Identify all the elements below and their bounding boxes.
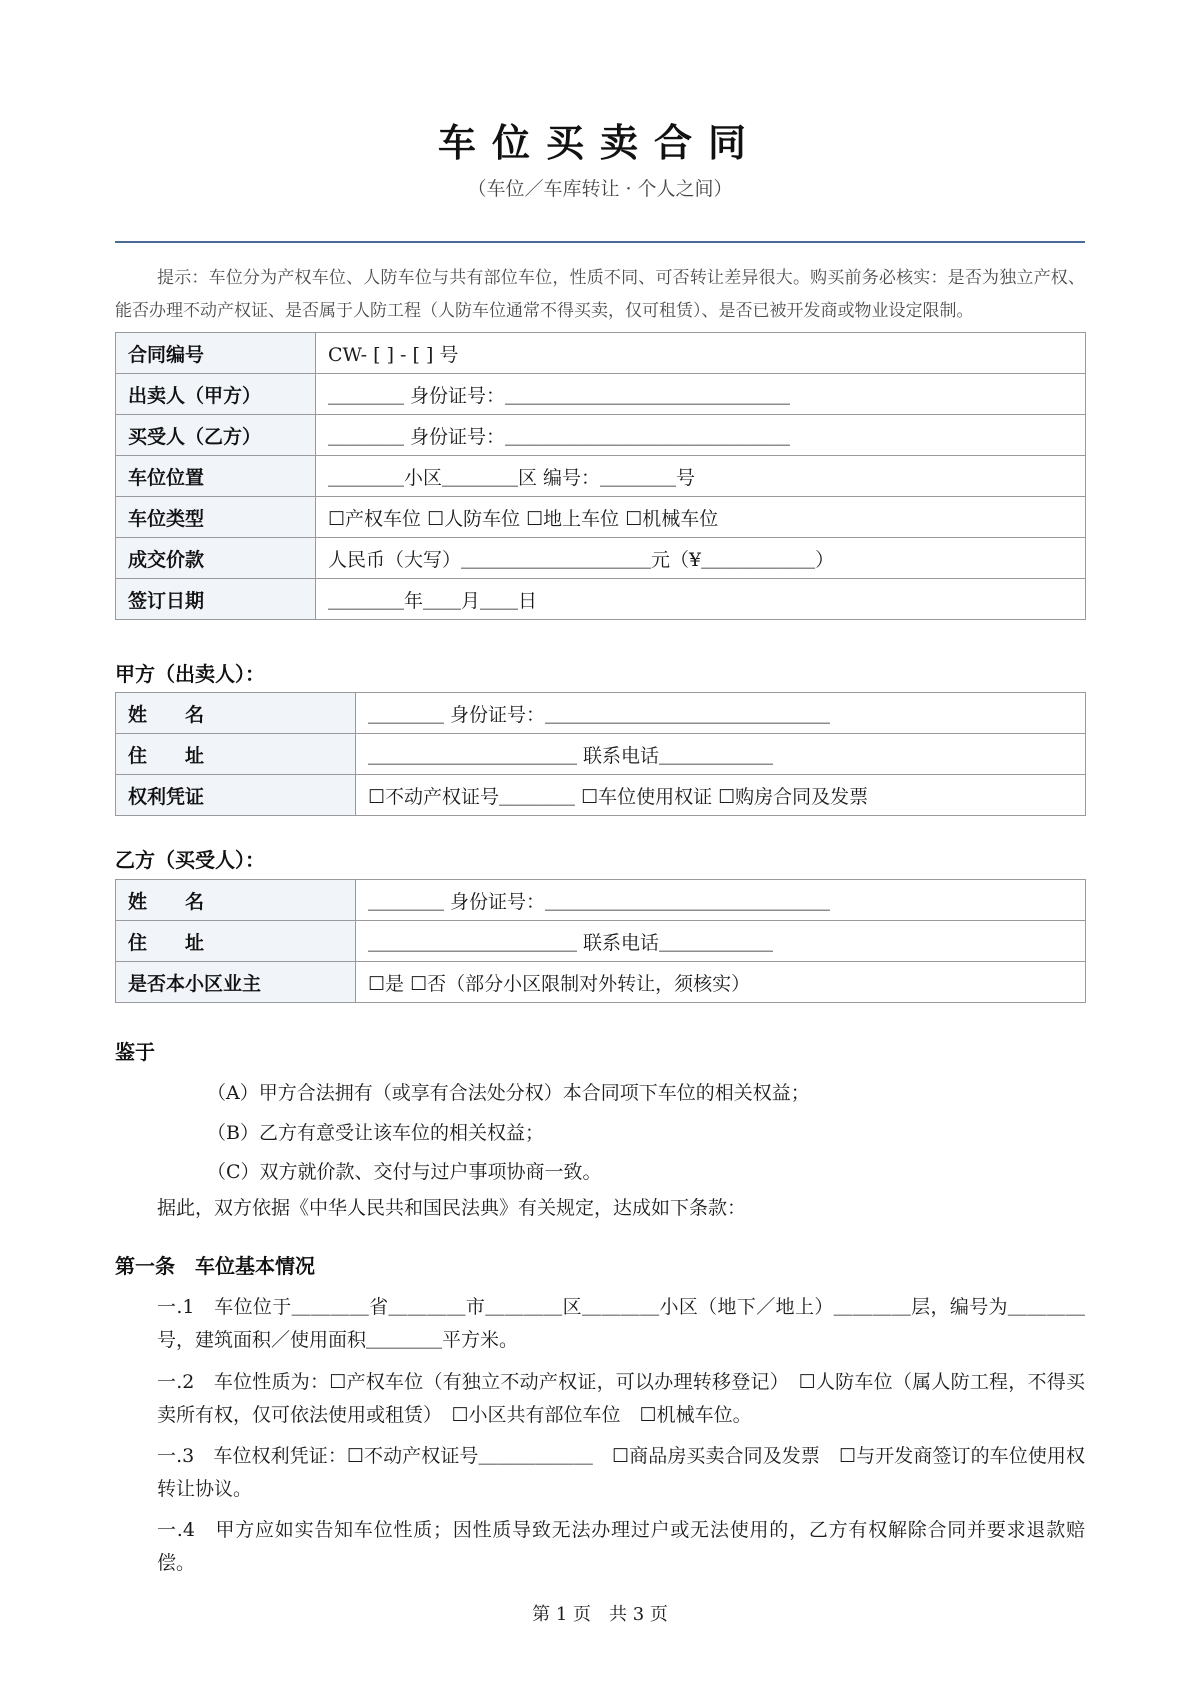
party-b-address-field[interactable]: ＿＿＿＿＿＿＿＿＿＿＿ 联系电话＿＿＿＿＿＿ [356, 921, 1086, 962]
party-a-title-deed-field[interactable]: ☐不动产权证号＿＿＿＿ ☐车位使用权证 ☐购房合同及发票 [356, 775, 1086, 816]
table-row [116, 775, 1086, 816]
table-row [116, 579, 1086, 620]
party-b-name-field[interactable]: ＿＿＿＿ 身份证号：＿＿＿＿＿＿＿＿＿＿＿＿＿＿＿ [356, 880, 1086, 921]
clause-1-2: 一.2 车位性质为：☐产权车位（有独立不动产权证，可以办理转移登记） ☐人防车位（属人防工程，不得买卖所有权，仅可依法使用或租赁） ☐小区共有部位车位 ☐机械车位。 [157, 1371, 1085, 1426]
contract-number-field[interactable]: CW- [ ] - [ ] 号 [316, 333, 1086, 374]
clause-1-1: 一.1 车位位于＿＿＿＿省＿＿＿＿市＿＿＿＿区＿＿＿＿小区（地下／地上）＿＿＿＿层，编号为＿＿＿＿号，建筑面积／使用面积＿＿＿＿平方米。 [157, 1296, 1085, 1351]
party-a-address-label: 住 址 [116, 734, 356, 775]
table-row [116, 333, 1086, 374]
party-b-owner-field[interactable]: ☐是 ☐否（部分小区限制对外转让，须核实） [356, 962, 1086, 1003]
table-row [116, 415, 1086, 456]
party-b-address-label: 住 址 [116, 921, 356, 962]
type-checkboxes[interactable]: ☐产权车位 ☐人防车位 ☐地上车位 ☐机械车位 [316, 497, 1086, 538]
party-a-name-label: 姓 名 [116, 693, 356, 734]
document-subtitle: （车位／车库转让 · 个人之间） [467, 178, 733, 200]
page-footer: 第 1 页 共 3 页 [532, 1604, 668, 1625]
party-b-owner-label: 是否本小区业主 [116, 962, 356, 1003]
table-row [116, 880, 1086, 921]
seller-label: 出卖人（甲方） [116, 374, 316, 415]
recital-b: （B）乙方有意受让该车位的相关权益； [207, 1122, 544, 1144]
party-a-address-field[interactable]: ＿＿＿＿＿＿＿＿＿＿＿ 联系电话＿＿＿＿＿＿ [356, 734, 1086, 775]
party-a-table [115, 692, 1086, 816]
contract-number-label: 合同编号 [116, 333, 316, 374]
buyer-label: 买受人（乙方） [116, 415, 316, 456]
table-row [116, 538, 1086, 579]
location-label: 车位位置 [116, 456, 316, 497]
buyer-field[interactable]: ＿＿＿＿ 身份证号：＿＿＿＿＿＿＿＿＿＿＿＿＿＿＿ [316, 415, 1086, 456]
clause-1-3: 一.3 车位权利凭证：☐不动产权证号＿＿＿＿＿＿ ☐商品房买卖合同及发票 ☐与开发商签订的车位使用权转让协议。 [157, 1445, 1085, 1500]
contract-page [115, 0, 1085, 1683]
table-row [116, 962, 1086, 1003]
party-a-heading: 甲方（出卖人）： [115, 662, 265, 686]
date-field[interactable]: ＿＿＿＿年＿＿月＿＿日 [316, 579, 1086, 620]
table-row [116, 693, 1086, 734]
article-1-heading: 第一条 车位基本情况 [115, 1254, 315, 1278]
title-divider [115, 241, 1085, 243]
party-b-table [115, 879, 1086, 1003]
seller-field[interactable]: ＿＿＿＿ 身份证号：＿＿＿＿＿＿＿＿＿＿＿＿＿＿＿ [316, 374, 1086, 415]
party-b-name-label: 姓 名 [116, 880, 356, 921]
location-field[interactable]: ＿＿＿＿小区＿＿＿＿区 编号：＿＿＿＿号 [316, 456, 1086, 497]
price-label: 成交价款 [116, 538, 316, 579]
party-b-heading: 乙方（买受人）： [115, 848, 265, 872]
date-label: 签订日期 [116, 579, 316, 620]
table-row [116, 921, 1086, 962]
recitals-heading: 鉴于 [115, 1040, 155, 1064]
party-a-title-deed-label: 权利凭证 [116, 775, 356, 816]
table-row [116, 734, 1086, 775]
table-row [116, 456, 1086, 497]
price-field[interactable]: 人民币（大写）＿＿＿＿＿＿＿＿＿＿元（¥＿＿＿＿＿＿） [316, 538, 1086, 579]
clause-1-4: 一.4 甲方应如实告知车位性质；因性质导致无法办理过户或无法使用的，乙方有权解除合同并要求退款赔偿。 [157, 1519, 1085, 1574]
notice-text: 提示：车位分为产权车位、人防车位与共有部位车位，性质不同、可否转让差异很大。购买前务必核实：是否为独立产权、能否办理不动产权证、是否属于人防工程（人防车位通常不得买卖，仅可租赁）、是否已被开发商或物业设定限制。 [115, 268, 1085, 321]
type-label: 车位类型 [116, 497, 316, 538]
party-a-name-field[interactable]: ＿＿＿＿ 身份证号：＿＿＿＿＿＿＿＿＿＿＿＿＿＿＿ [356, 693, 1086, 734]
document-title: 车位买卖合同 [437, 121, 762, 165]
summary-table [115, 332, 1086, 620]
recital-c: （C）双方就价款、交付与过户事项协商一致。 [207, 1161, 602, 1183]
recitals-conclusion: 据此，双方依据《中华人民共和国民法典》有关规定，达成如下条款： [157, 1197, 747, 1219]
recital-a: （A）甲方合法拥有（或享有合法处分权）本合同项下车位的相关权益； [207, 1082, 810, 1104]
table-row [116, 497, 1086, 538]
table-row [116, 374, 1086, 415]
